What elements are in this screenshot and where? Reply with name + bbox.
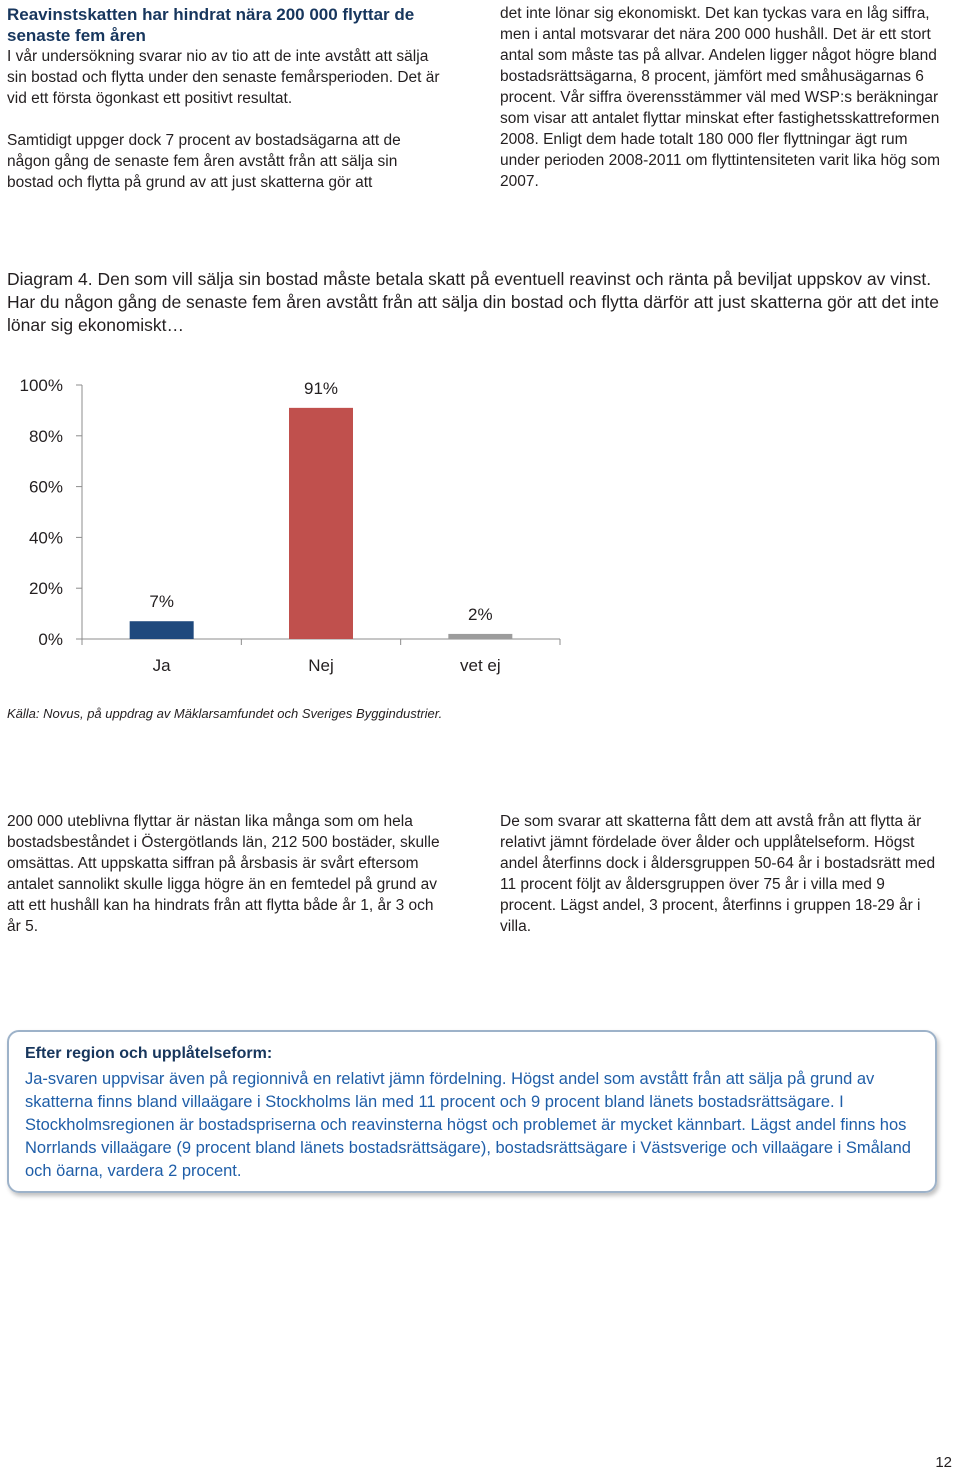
chart-bars (130, 408, 513, 639)
y-tick-label: 0% (38, 630, 63, 649)
bar-vet-ej (448, 634, 512, 639)
lower-left-paragraph: 200 000 uteblivna flyttar är nästan lika många som om hela bostadsbeståndet i Östergötlands län, 212 500 bostäder, skulle omsättas. Att uppskatta siffran på årsbasis är svårt eftersom antalet sannolikt skulle ligga högre än en femtedel på grund av att ett hushåll kan ha hindrats från att flytta både år 1, år 3 och år 5. (7, 813, 440, 935)
y-tick-label: 60% (28, 477, 63, 497)
fact-box-text: Ja-svaren uppvisar även på regionnivå en relativt jämn fördelning. Högst andel som avstått från att sälja på grund av skatterna finns bland villaägare i Stockholms län med 11 procent och 9 procent bland länets bostadsrättsägare. I Stockholmsregionen är bostadspriserna och reavinsterna högst och problemet är mycket kännbart. Lägst andel finns hos Norrlands villaägare (9 procent bland länets bostadsrättsägare), bostadsrättsägare i Västsverige och villaägare i Småland och öarna, vardera 2 procent. (25, 1070, 911, 1180)
page-number: 12 (935, 1454, 952, 1471)
y-tick-label: 80% (28, 426, 63, 446)
x-tick-label: Nej (308, 656, 334, 675)
right-column (500, 3, 945, 192)
lower-right-paragraph: De som svarar att skatterna fått dem att avstå från att flytta är relativt jämnt fördelade över ålder och upplåtelseform. Högst andel återfinns dock i åldersgruppen 50-64 år i bostadsrätt med 11 procent följt av åldersgruppen över 75 år i villa med 9 procent. Lägst andel, 3 procent, återfinns i gruppen 18-29 år i villa. (500, 813, 936, 935)
left-paragraph-2: Samtidigt uppger dock 7 procent av bostadsägarna att de någon gång de senaste fem åren avstått från att sälja sin bostad och flytta på grund av att just skatterna gör att (7, 132, 401, 191)
bar-nej (289, 408, 353, 639)
left-column (7, 4, 447, 193)
bar-chart (0, 360, 600, 700)
right-paragraph-1: det inte lönar sig ekonomiskt. Det kan tyckas vara en låg siffra, men i antal motsvarar det nära 200 000 hushåll. Det är ett stort antal som måste tas på allvar. Andelen ligger något högre bland bostadsrättsägarna, 8 procent, jämfört med småhusägarnas 6 procent. Vår siffra överensstämmer väl med WSP:s beräkningar som visar att antalet flyttar minskat efter fastighetsskattreformen 2008. Enligt dem hade totalt 180 000 fler flyttningar ägt rum under perioden 2008-2011 om flyttintensiteten varit lika hög som 2007. (500, 5, 941, 190)
bar-ja (130, 621, 194, 639)
y-tick-label: 100% (19, 376, 63, 395)
fact-box-title: Efter region och upplåtelseform: (25, 1045, 273, 1062)
diagram-caption: Diagram 4. Den som vill sälja sin bostad måste betala skatt på eventuell reavinst och ränta på beviljat uppskov av vinst. Har du någon gång de senaste fem åren avstått från att sälja din bostad och flytta därför att just skatterna gör att det inte lönar sig ekonomiskt… (7, 269, 939, 335)
section-heading: Reavinstskatten har hindrat nära 200 000 flyttar de senaste fem åren (7, 5, 415, 45)
y-axis-ticks (20, 376, 82, 649)
y-tick-label: 40% (28, 528, 63, 548)
y-tick-label: 20% (28, 579, 63, 599)
left-paragraph-1: I vår undersökning svarar nio av tio att de inte avstått att sälja sin bostad och flytta under den senaste femårsperioden. Det är vid ett första ögonkast ett positivt resultat. (7, 48, 440, 107)
chart-source: Källa: Novus, på uppdrag av Mäklarsamfundet och Sveriges Byggindustrier. (7, 706, 443, 721)
data-label: 2% (468, 604, 493, 624)
x-tick-label: vet ej (460, 656, 501, 675)
x-axis-ticks (82, 639, 560, 675)
data-label: 7% (149, 592, 174, 612)
x-tick-label: Ja (152, 656, 171, 675)
data-label: 91% (303, 378, 339, 398)
